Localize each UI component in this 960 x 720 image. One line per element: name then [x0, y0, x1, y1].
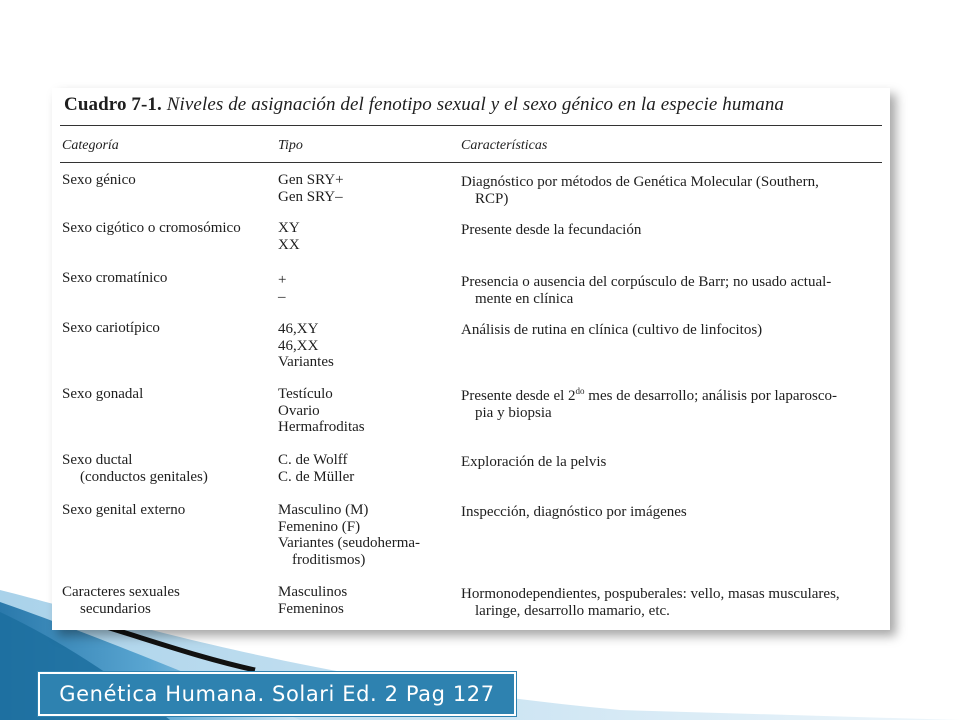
row1-caracteristicas: Diagnóstico por métodos de Genética Molecular (Southern, RCP) — [461, 174, 819, 207]
row2-caracteristicas: Presente desde la fecundación — [461, 222, 642, 238]
row3-categoria: Sexo cromatínico — [62, 270, 168, 286]
row7-caracteristicas: Inspección, diagnóstico por imágenes — [461, 504, 687, 520]
row6-tipo: C. de Wolff C. de Müller — [278, 452, 355, 485]
table-description: Niveles de asignación del fenotipo sexual y el sexo génico en la especie humana — [166, 94, 785, 115]
row5-caracteristicas: Presente desde el $2^{do}$ mes de desarrollo; análisis por laparosco- pia y biopsia — [461, 386, 837, 421]
row5-categoria: Sexo gonadal — [62, 386, 144, 402]
table-number: Cuadro 7-1. — [64, 94, 162, 115]
row8-tipo: Masculinos Femeninos — [278, 584, 348, 617]
row2-categoria: Sexo cigótico o cromosómico — [62, 220, 241, 236]
row8-caracteristicas: Hormonodependientes, pospuberales: vello, masas musculares, laringe, desarrollo mamario, etc. — [461, 586, 840, 619]
row2-tipo: XY XX — [278, 220, 300, 253]
citation-text: Genética Humana. Solari Ed. 2 Pag 127 — [59, 682, 495, 706]
title-rule — [60, 125, 882, 126]
row7-tipo: Masculino (M) Femenino (F) Variantes (seudoherma- froditismos) — [278, 502, 421, 568]
row1-tipo: Gen SRY+ Gen SRY– — [278, 172, 344, 205]
row8-categoria: Caracteres sexuales secundarios — [62, 584, 180, 617]
header-rule — [60, 162, 882, 163]
row6-caracteristicas: Exploración de la pelvis — [461, 454, 607, 470]
header-categoria: Categoría — [62, 138, 119, 153]
scanned-table — [52, 88, 890, 630]
header-caracteristicas: Características — [461, 138, 548, 153]
row3-caracteristicas: Presencia o ausencia del corpúsculo de Barr; no usado actual- mente en clínica — [461, 274, 832, 307]
row7-categoria: Sexo genital externo — [62, 502, 186, 518]
row6-categoria: Sexo ductal (conductos genitales) — [62, 452, 208, 485]
citation-caption — [38, 672, 516, 716]
row4-tipo: 46,XY 46,XX Variantes — [278, 321, 334, 370]
row1-categoria: Sexo génico — [62, 172, 136, 188]
row4-categoria: Sexo cariotípico — [62, 320, 160, 336]
row4-caracteristicas: Análisis de rutina en clínica (cultivo de linfocitos) — [461, 322, 763, 338]
header-tipo: Tipo — [278, 138, 303, 153]
row5-tipo: Testículo Ovario Hermafroditas — [278, 386, 365, 435]
row3-tipo: + – — [278, 272, 287, 305]
table-title — [64, 94, 784, 116]
